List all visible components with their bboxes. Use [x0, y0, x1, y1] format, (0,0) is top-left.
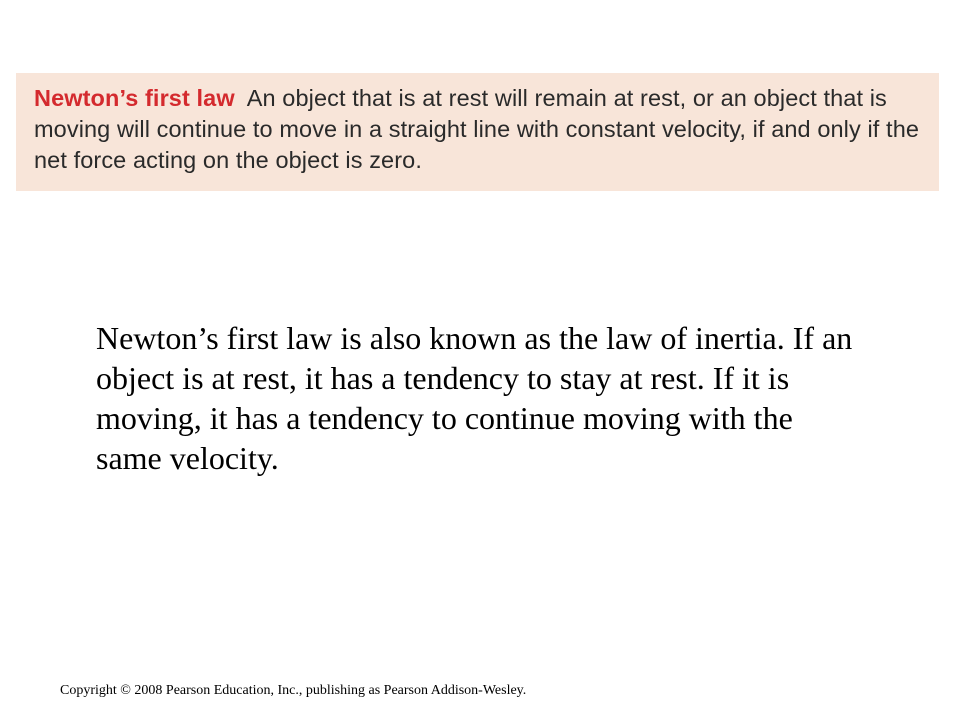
- copyright-notice: Copyright © 2008 Pearson Education, Inc., publishing as Pearson Addison-Wesley.: [60, 683, 527, 698]
- law-definition-box: [16, 73, 939, 191]
- law-statement: An object that is at rest will remain at rest, or an object that is moving will continue to move in a straight line with constant velocity, if and only if the net force acting on the object is zero.: [34, 85, 920, 173]
- body-paragraph: Newton’s first law is also known as the law of inertia. If an object is at rest, it has a tendency to stay at rest. If it is moving, it has a tendency to continue moving with the same velocity.: [96, 320, 853, 476]
- law-title: Newton’s first law: [34, 85, 235, 111]
- law-definition: [34, 83, 921, 176]
